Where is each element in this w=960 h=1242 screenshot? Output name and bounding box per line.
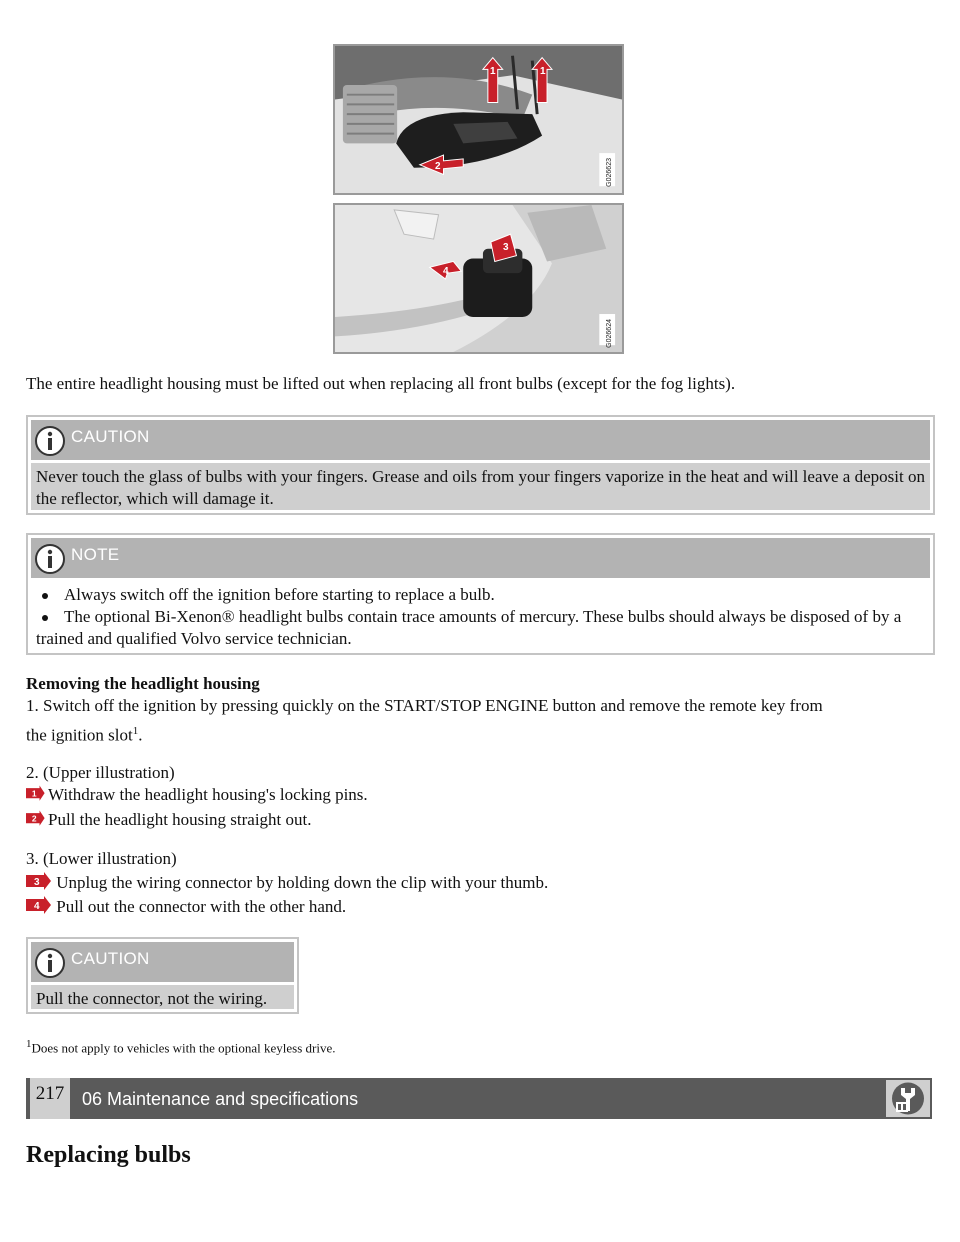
info-icon xyxy=(34,947,66,979)
note-list xyxy=(31,581,930,650)
note-item: Always switch off the ignition before starting to replace a bulb. xyxy=(36,584,925,606)
callout-4: 4 xyxy=(443,266,449,277)
step-3-arrow-icon xyxy=(26,872,52,892)
step1-line2-text: the ignition slot xyxy=(26,725,133,745)
procedure-heading: Removing the headlight housing xyxy=(26,674,260,693)
step-icon-number: 1 xyxy=(31,788,37,799)
callout-2: 2 xyxy=(435,161,441,172)
step2-item-1-text: Withdraw the headlight housing's locking pins. xyxy=(48,785,368,804)
note-header xyxy=(31,538,930,578)
section-footer xyxy=(26,1078,932,1119)
step3-item-3-text: Unplug the wiring connector by holding down the clip with your thumb. xyxy=(52,873,549,892)
figure-code-lower: G026624 xyxy=(606,319,613,348)
info-icon xyxy=(34,425,66,457)
step3-item-4 xyxy=(26,896,346,918)
step1-line2 xyxy=(26,720,142,747)
caution-title-2: CAUTION xyxy=(71,949,150,968)
caution-box xyxy=(26,415,935,515)
footnote-ref: 1 xyxy=(132,725,139,737)
note-item: The optional Bi-Xenon® headlight bulbs contain trace amounts of mercury. These bulbs should always be disposed of by a trained and qualified Volvo service technician. xyxy=(36,606,925,650)
footnote xyxy=(26,1038,336,1056)
step3-heading: 3. (Lower illustration) xyxy=(26,849,177,868)
callout-1b: 1 xyxy=(540,66,546,77)
step2-heading: 2. (Upper illustration) xyxy=(26,763,175,782)
section-title: 06 Maintenance and specifications xyxy=(82,1089,359,1109)
caution-header xyxy=(31,420,930,460)
page-heading: Replacing bulbs xyxy=(26,1142,191,1168)
step-4-arrow-icon xyxy=(26,896,52,916)
step-2-arrow-icon xyxy=(26,809,48,829)
info-icon xyxy=(34,543,66,575)
caution-text: Never touch the glass of bulbs with your fingers. Grease and oils from your fingers vaporize in the heat and will leave a deposit on the reflector, which will damage it. xyxy=(31,463,930,510)
caution-text-2: Pull the connector, not the wiring. xyxy=(31,985,294,1009)
intro-paragraph: The entire headlight housing must be lifted out when replacing all front bulbs (except for the fog lights). xyxy=(26,374,736,393)
callout-3: 3 xyxy=(503,242,509,253)
lower-illustration xyxy=(333,203,624,354)
step2-item-1 xyxy=(26,784,368,806)
step2-item-2-text: Pull the headlight housing straight out. xyxy=(48,810,312,829)
footnote-text: Does not apply to vehicles with the optional keyless drive. xyxy=(31,1040,336,1056)
footnote-mark: 1 xyxy=(26,1038,32,1050)
note-box xyxy=(26,533,935,655)
page-number: 217 xyxy=(30,1078,70,1119)
step3-item-3 xyxy=(26,872,548,894)
caution-title: CAUTION xyxy=(71,427,150,446)
step1-line1: 1. Switch off the ignition by pressing quickly on the START/STOP ENGINE button and remove the remote key from xyxy=(26,696,823,715)
step3-item-4-text: Pull out the connector with the other hand. xyxy=(52,897,347,916)
figure-code-upper: G026623 xyxy=(606,158,613,187)
caution-header-2 xyxy=(31,942,294,982)
caution-box-2 xyxy=(26,937,299,1014)
step-icon-number: 3 xyxy=(34,877,40,888)
step-1-arrow-icon xyxy=(26,784,48,804)
step-icon-number: 2 xyxy=(31,813,37,824)
step-icon-number: 4 xyxy=(34,901,40,912)
upper-illustration xyxy=(333,44,624,195)
step2-item-2 xyxy=(26,809,311,831)
wrench-icon xyxy=(886,1080,930,1117)
maintenance-icon xyxy=(886,1080,930,1117)
step1-period: . xyxy=(138,725,143,745)
callout-1a: 1 xyxy=(490,66,496,77)
note-title: NOTE xyxy=(71,545,120,564)
